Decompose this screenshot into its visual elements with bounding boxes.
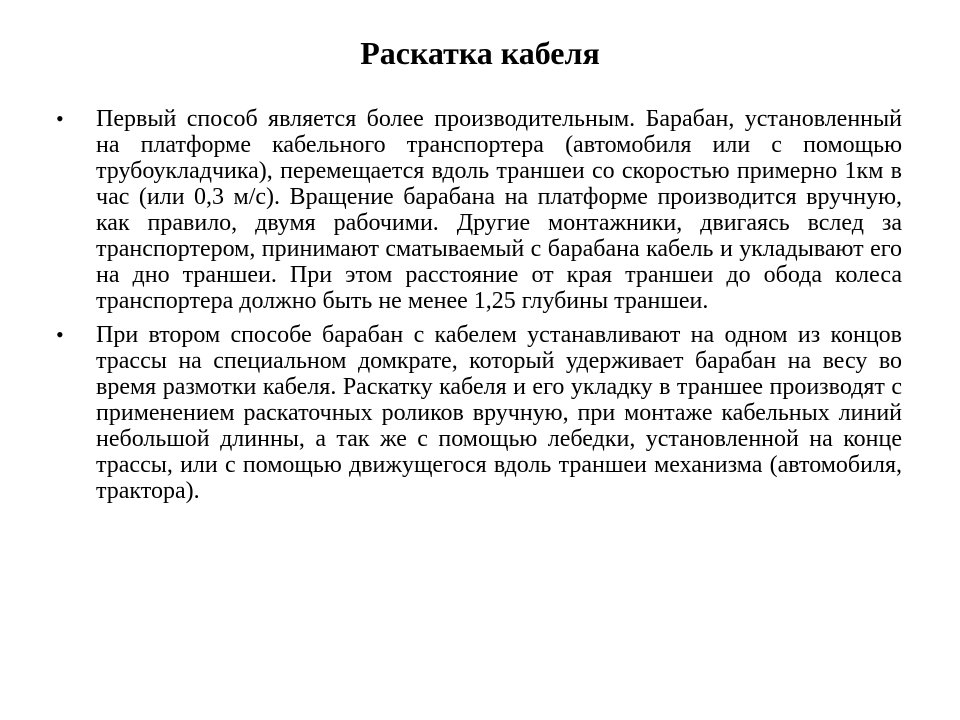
slide-body [56, 106, 902, 512]
bullet-dot-icon: • [56, 106, 64, 131]
bullet-item-2 [56, 322, 902, 504]
bullet-dot-icon: • [56, 322, 64, 347]
bullet-text-1: Первый способ является более производительным. Барабан, установленный на платформе кабельного транспортера (автомобиля или с помощью трубоукладчика), перемещается вдоль траншеи со скоростью примерно 1км в час (или 0,3 м/с). Вращение барабана на платформе производится вручную, как правило, двумя рабочими. Другие монтажники, двигаясь вслед за транспортером, принимают сматываемый с барабана кабель и укладывают его на дно траншеи. При этом расстояние от края траншеи до обода колеса транспортера должно быть не менее 1,25 глубины траншеи. [96, 106, 902, 314]
slide-title: Раскатка кабеля [360, 35, 600, 71]
bullet-item-1 [56, 106, 902, 314]
bullet-text-2: При втором способе барабан с кабелем устанавливают на одном из концов трассы на специальном домкрате, который удерживает барабан на весу во время размотки кабеля. Раскатку кабеля и его укладку в траншее производят с применением раскаточных роликов вручную, при монтаже кабельных линий небольшой длинны, а так же с помощью лебедки, установленной на конце трассы, или с помощью движущегося вдоль траншеи механизма (автомобиля, трактора). [96, 322, 902, 504]
